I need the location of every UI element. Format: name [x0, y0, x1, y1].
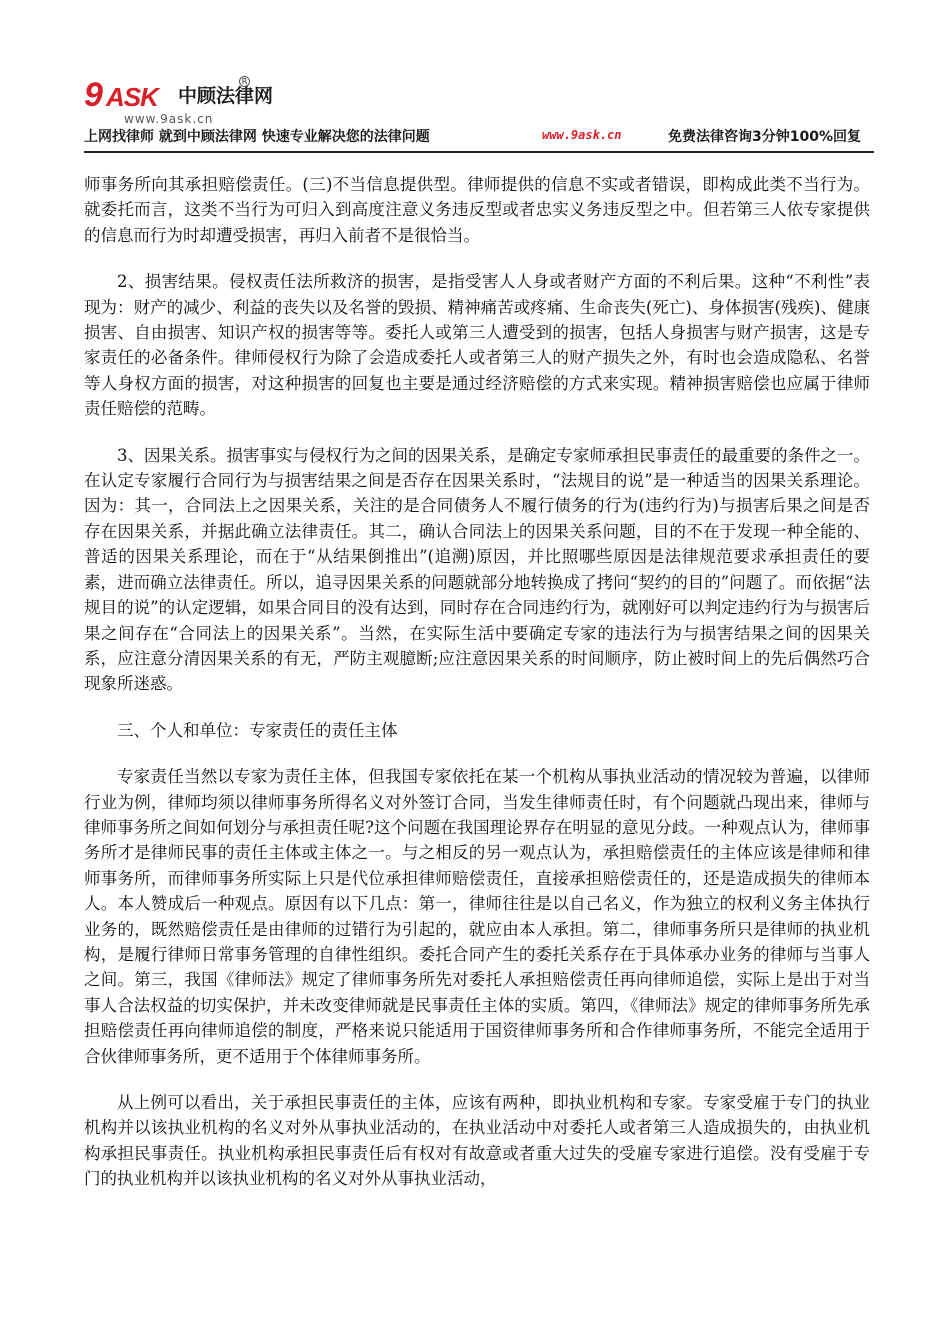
logo-site-name: 中顾法律网: [178, 85, 274, 107]
logo-url: www.9ask.cn: [124, 112, 214, 126]
header-consult-promo: 免费法律咨询3分钟100%回复: [668, 129, 861, 145]
paragraph-damage-result: 2、损害结果。侵权责任法所救济的损害，是指受害人人身或者财产方面的不利后果。这种“不利性”表现为：财产的减少、利益的丧失以及名誉的毁损、精神痛苦或疼痛、生命丧失(死亡)、身体损害(残疾)、健康损害、自由损害、知识产权的损害等等。委托人或第三人遭受到的损害，包括人身损害与财产损害，这是专家责任的必备条件。律师侵权行为除了会造成委托人或者第三人的财产损失之外，有时也会造成隐私、名誉等人身权方面的损害，对这种损害的回复也主要是通过经济赔偿的方式来实现。精神损害赔偿也应属于律师责任赔偿的范畴。: [84, 272, 870, 419]
paragraph-continued: 师事务所向其承担赔偿责任。(三)不当信息提供型。律师提供的信息不实或者错误，即构成此类不当行为。就委托而言，这类不当行为可归入到高度注意义务违反型或者忠实义务违反型之中。但若第三人依专家提供的信息而行为时却遭受损害，再归入前者不是很恰当。: [84, 175, 870, 245]
registered-mark-icon: R: [239, 76, 250, 87]
document-body: [84, 172, 870, 1213]
paragraph-conclusion: 从上例可以看出，关于承担民事责任的主体，应该有两种，即执业机构和专家。专家受雇于专门的执业机构并以该执业机构的名义对外从事执业活动的，在执业活动中对委托人或者第三人造成损失的，由执业机构承担民事责任。执业机构承担民事责任后有权对有故意或者重大过失的受雇专家进行追偿。没有受雇于专门的执业机构并以该执业机构的名义对外从事执业活动，: [84, 1093, 870, 1189]
logo-ask-text: ASK: [106, 82, 158, 112]
header-divider: [84, 151, 874, 153]
page-header: [84, 76, 874, 154]
header-slogan: 上网找律师 就到中顾法律网 快速专业解决您的法律问题: [84, 129, 430, 145]
paragraph-causation: 3、因果关系。损害事实与侵权行为之间的因果关系，是确定专家师承担民事责任的最重要的条件之一。在认定专家履行合同行为与损害结果之间是否存在因果关系时，“法规目的说”是一种适当的因果关系理论。因为：其一，合同法上之因果关系，关注的是合同债务人不履行债务的行为(违约行为)与损害后果之间是否存在因果关系，并据此确立法律责任。其二，确认合同法上的因果关系问题，目的不在于发现一种全能的、普适的因果关系理论，而在于“从结果倒推出”(追溯)原因，并比照哪些原因是法律规范要求承担责任的要素，进而确立法律责任。所以，追寻因果关系的问题就部分地转换成了拷问“契约的目的”问题了。而依据“法规目的说”的认定逻辑，如果合同目的没有达到，同时存在合同违约行为，就刚好可以判定违约行为与损害后果之间存在“合同法上的因果关系”。当然，在实际生活中要确定专家的违法行为与损害结果之间的因果关系，应注意分清因果关系的有无，严防主观臆断;应注意因果关系的时间顺序，防止被时间上的先后偶然巧合现象所迷惑。: [84, 445, 870, 694]
paragraph-liability-subject: 专家责任当然以专家为责任主体，但我国专家依托在某一个机构从事执业活动的情况较为普遍，以律师行业为例，律师均须以律师事务所得名义对外签订合同，当发生律师责任时，有个问题就凸现出来，律师与律师事务所之间如何划分与承担责任呢?这个问题在我国理论界存在明显的意见分歧。一种观点认为，律师事务所才是律师民事的责任主体或主体之一。与之相反的另一观点认为，承担赔偿责任的主体应该是律师和律师事务所，而律师事务所实际上只是代位承担律师赔偿责任，直接承担赔偿责任的，还是造成损失的律师本人。本人赞成后一种观点。原因有以下几点：第一，律师往往是以自己名义，作为独立的权利义务主体执行业务的，既然赔偿责任是由律师的过错行为引起的，就应由本人承担。第二，律师事务所只是律师的执业机构，是履行律师日常事务管理的自律性组织。委托合同产生的委托关系存在于具体承办业务的律师与当事人之间。第三，我国《律师法》规定了律师事务所先对委托人承担赔偿责任再向律师追偿，实际上是出于对当事人合法权益的切实保护，并未改变律师就是民事责任主体的实质。第四，《律师法》规定的律师事务所先承担赔偿责任再向律师追偿的制度，严格来说只能适用于国资律师事务所和合作律师事务所，不能完全适用于合伙律师事务所，更不适用于个体律师事务所。: [84, 767, 870, 1066]
header-site-link[interactable]: www.9ask.cn: [542, 128, 622, 142]
logo-mark: 9: [84, 76, 103, 114]
site-logo[interactable]: [84, 76, 314, 126]
section-heading: 三、个人和单位：专家责任的责任主体: [117, 720, 398, 740]
